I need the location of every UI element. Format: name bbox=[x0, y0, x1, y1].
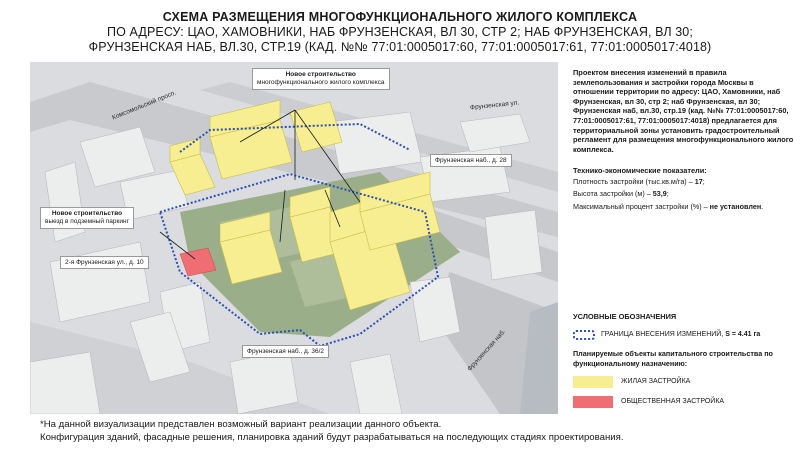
callout-new-construction-title: Новое строительство bbox=[285, 71, 356, 78]
legend-residential-label: ЖИЛАЯ ЗАСТРОЙКА bbox=[621, 378, 691, 386]
callout-new-construction-subtitle: многофункционального жилого комплекса bbox=[257, 79, 385, 86]
boundary-swatch bbox=[573, 330, 595, 340]
tech-coverage-suffix: . bbox=[761, 201, 764, 211]
project-description: Проектом внесения изменений в правила землепользования и застройки города Москвы в отношении территории по адресу: ЦАО, Хамовники, наб Фрунзенская, вл 30, стр 2; наб Фрунзенская, вл 30; Фрунзенская наб, вл.30, стр.19 (кад. №№ 77:01:0005017:60, 77:01:0005017:61, 77:01:0005017:4018) предлагается для территориальной зоны установить градостроительный регламент для размещения многофункционального жилого комплекса. bbox=[573, 68, 794, 154]
building-label-frunzenskaya-36-2: Фрунзенская наб., д. 36/2 bbox=[242, 345, 329, 358]
footnote-line-1: *На данной визуализации представлен возможный вариант реализации данного объекта. bbox=[40, 419, 442, 430]
residential-swatch bbox=[573, 376, 613, 388]
tech-indicator-height bbox=[573, 188, 795, 200]
callout-parking-subtitle: выезд в подземный паркинг bbox=[45, 218, 129, 225]
tech-height-value: 53,9 bbox=[652, 189, 667, 199]
building-label-2nd-frunzenskaya-10: 2-я Фрунзенская ул., д. 10 bbox=[60, 256, 149, 269]
legend-row-public bbox=[573, 396, 795, 410]
legend-boundary-text bbox=[601, 331, 760, 338]
tech-indicators-title: Технико-экономические показатели: bbox=[573, 166, 707, 176]
title-line-1: СХЕМА РАЗМЕЩЕНИЯ МНОГОФУНКЦИОНАЛЬНОГО ЖИЛОГО КОМПЛЕКСА bbox=[162, 10, 638, 24]
page-title bbox=[0, 10, 800, 55]
road-label-frunzenskaya-nab: Фрунзенская наб. bbox=[466, 328, 508, 373]
tech-density-suffix: ; bbox=[702, 176, 705, 186]
footnote-line-2: Конфигурация зданий, фасадные решения, планировка зданий будут разрабатываться на последующих стадиях проектирования. bbox=[40, 432, 624, 443]
callout-new-construction-parking bbox=[40, 207, 134, 229]
legend-boundary-value: S = 4.41 га bbox=[725, 331, 761, 338]
tech-indicator-coverage bbox=[573, 201, 795, 213]
road-label-frunzenskaya-ul: Фрунзенская ул. bbox=[469, 99, 520, 112]
road-label-komsomolsky: Комсомольский просп. bbox=[111, 89, 178, 122]
tech-density-label: Плотность застройки (тыс.кв.м/га) – bbox=[573, 176, 695, 186]
callout-parking-title: Новое строительство bbox=[51, 210, 123, 217]
building-label-frunzenskaya-28: Фрунзенская наб., д. 28 bbox=[430, 154, 512, 167]
tech-density-value: 17 bbox=[694, 176, 703, 186]
tech-height-suffix: ; bbox=[666, 189, 669, 199]
title-line-3: ФРУНЗЕНСКАЯ НАБ, ВЛ.30, СТР.19 (КАД. №№ 77:01:0005017:60, 77:01:0005017:61, 77:01:0005017:4018) bbox=[88, 40, 712, 54]
public-swatch bbox=[573, 396, 613, 408]
legend-boundary-label: ГРАНИЦА ВНЕСЕНИЯ ИЗМЕНЕНИЙ, bbox=[601, 331, 726, 338]
tech-height-label: Высота застройки (м) – bbox=[573, 189, 653, 199]
callout-new-construction-complex bbox=[252, 68, 390, 90]
legend bbox=[573, 312, 795, 416]
description-panel bbox=[573, 68, 795, 213]
legend-public-label: ОБЩЕСТВЕННАЯ ЗАСТРОЙКА bbox=[621, 398, 725, 406]
legend-title: УСЛОВНЫЕ ОБОЗНАЧЕНИЯ bbox=[573, 312, 677, 321]
legend-row-residential bbox=[573, 376, 795, 390]
title-line-2: ПО АДРЕСУ: ЦАО, ХАМОВНИКИ, НАБ ФРУНЗЕНСКАЯ, ВЛ 30, СТР 2; НАБ ФРУНЗЕНСКАЯ, ВЛ 30; bbox=[107, 25, 693, 39]
tech-coverage-value: не установлен bbox=[709, 201, 762, 211]
tech-indicator-density bbox=[573, 176, 795, 188]
tech-coverage-label: Максимальный процент застройки (%) – bbox=[573, 201, 710, 211]
legend-subtitle: Планируемые объекты капитального строительства по функциональному назначению: bbox=[573, 349, 773, 368]
site-map bbox=[30, 62, 558, 414]
footnote bbox=[40, 418, 780, 444]
legend-row-boundary bbox=[573, 329, 795, 343]
